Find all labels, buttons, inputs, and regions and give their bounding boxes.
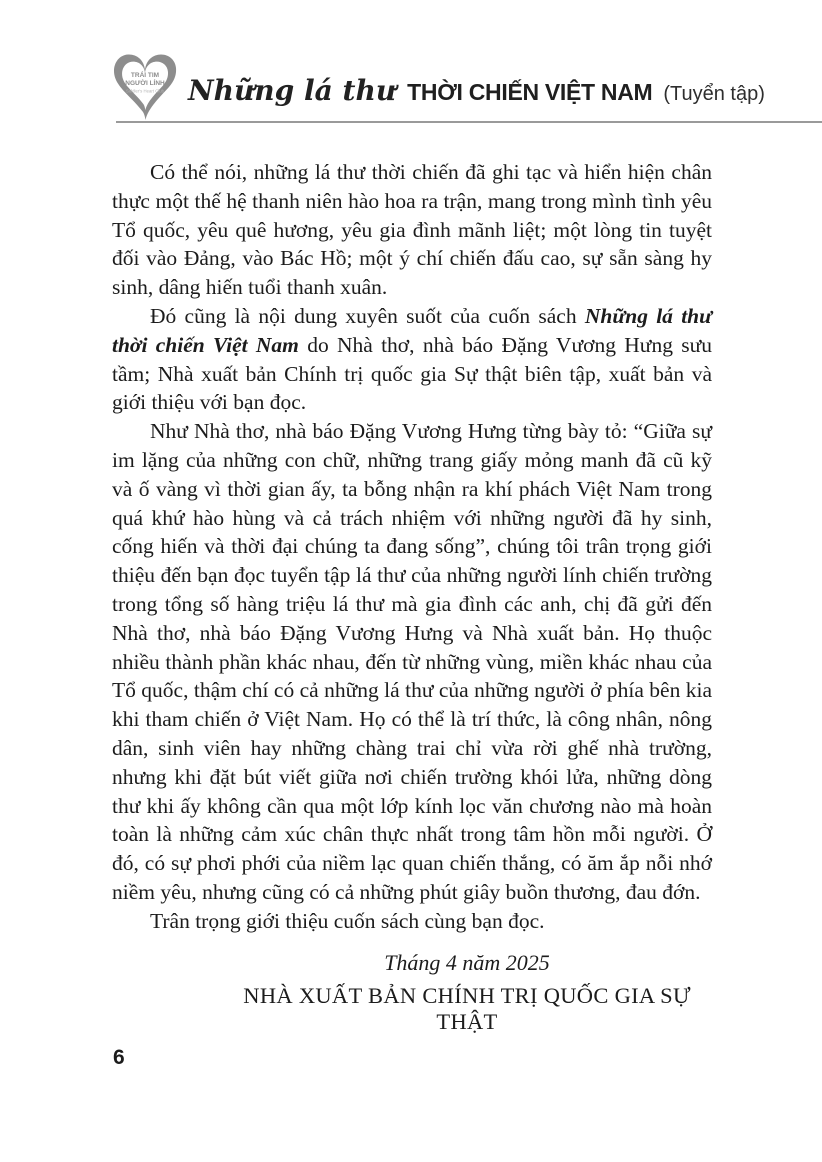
body-paragraphs xyxy=(112,158,712,936)
signoff-publisher: NHÀ XUẤT BẢN CHÍNH TRỊ QUỐC GIA SỰ THẬT xyxy=(243,983,691,1034)
text-segment: Có thể nói, những lá thư thời chiến đã ghi tạc và hiển hiện chân thực một thế hệ thanh niên hào hoa ra trận, mang trong mình tình yêu Tổ quốc, yêu quê hương, yêu gia đình mãnh liệt; một lòng tin tuyệt đối vào Đảng, vào Bác Hồ; một ý chí chiến đấu cao, sự sẵn sàng hy sinh, dâng hiến tuổi thanh xuân. xyxy=(112,160,712,300)
text-segment: Trân trọng giới thiệu cuốn sách cùng bạn đọc. xyxy=(150,908,545,933)
running-head-caps: THỜI CHIẾN VIỆT NAM xyxy=(407,79,653,105)
logo-text-line3: Soldier's Heart Club xyxy=(125,88,165,94)
signoff-date: Tháng 4 năm 2025 xyxy=(384,950,550,975)
logo-text-line1: TRÁI TIM xyxy=(130,72,160,79)
running-head xyxy=(188,74,765,107)
running-head-script: Những lá thư xyxy=(188,74,397,107)
page-number: 6 xyxy=(113,1046,125,1069)
heart-icon xyxy=(111,50,179,132)
paragraph xyxy=(112,907,712,936)
text-segment: do Nhà thơ, nhà báo Đặng Vương Hưng sưu tầm; Nhà xuất bản Chính trị quốc gia Sự thật biên tập, xuất bản và giới thiệu với bạn đọc. xyxy=(112,332,712,415)
text-segment: Những lá thư thời chiến Việt Nam xyxy=(112,303,713,357)
running-head-subtitle: (Tuyển tập) xyxy=(663,83,765,105)
signoff-block xyxy=(222,950,712,1035)
paragraph xyxy=(112,417,712,907)
paragraph xyxy=(112,158,712,302)
header-divider xyxy=(116,121,822,123)
paragraph xyxy=(112,302,712,417)
text-segment: Đó cũng là nội dung xuyên suốt của cuốn sách xyxy=(150,303,585,328)
text-segment: Như Nhà thơ, nhà báo Đặng Vương Hưng từng bày tỏ: “Giữa sự im lặng của những con chữ, những trang giấy mỏng manh đã cũ kỹ và ố vàng vì thời gian ấy, ta bỗng nhận ra khí phách Việt Nam trong quá khứ hào hùng và cả trách nhiệm với những người đã hy sinh, cống hiến và thời đại chúng ta đang sống”, chúng tôi trân trọng giới thiệu đến bạn đọc tuyển tập lá thư của những người lính chiến trường trong tổng số hàng triệu lá thư mà gia đình các anh, chị đã gửi đến Nhà thơ, nhà báo Đặng Vương Hưng và Nhà xuất bản. Họ thuộc nhiều thành phần khác nhau, đến từ những vùng, miền khác nhau của Tổ quốc, thậm chí có cả những lá thư của những người ở phía bên kia khi tham chiến ở Việt Nam. Họ có thể là trí thức, là công nhân, nông dân, sinh viên hay những chàng trai chỉ vừa rời ghế nhà trường, nhưng khi đặt bút viết giữa nơi chiến trường khói lửa, những dòng thư khi ấy không cần qua một lớp kính lọc văn chương nào mà hoàn toàn là những cảm xúc chân thực nhất trong tâm hồn mỗi người. Ở đó, có sự phơi phới của niềm lạc quan chiến thắng, có ăm ắp nỗi nhớ niềm yêu, nhưng cũng có cả những phút giây buồn thương, đau đớn. xyxy=(112,419,712,904)
logo-text-line2: NGƯỜI LÍNH xyxy=(125,80,165,87)
publisher-logo xyxy=(111,50,179,132)
